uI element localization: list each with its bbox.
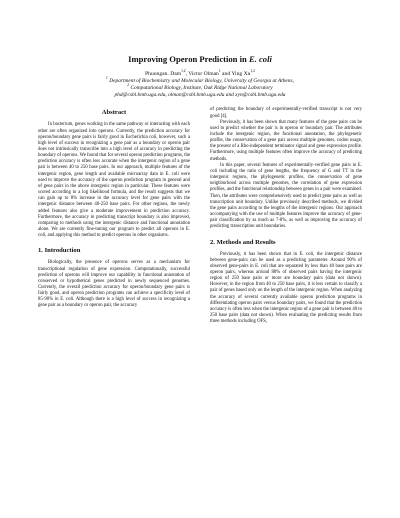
author-2: Victor Olman [188,71,219,77]
author-1: Phuongan. Dam [145,71,182,77]
abstract-heading: Abstract [101,109,127,117]
affiliation-1-text: Department of Biochemistry and Molecular Biology, University of Georgia at Athens, [109,78,294,84]
left-column [38,107,190,325]
title-text: Improving Operon Prediction in [128,54,247,64]
abstract-text: In bacterium, genes working in the same pathway or interacting with each other are often organized into operons. Currently, the prediction accuracy for operon/boundary gene pairs is fairly good in Escherichia coli, however, such a high level of success in recognizing a gene pair as a boundary or operon pair does not intrinsically transcribe into a high level of accuracy in predicting the boundary of operons. We found that for several operon prediction programs, the prediction accuracy is often less accurate when the intergenic region of a gene pair is between 40 to 250 base pairs. In our approach, multiple features of the intergenic region, gene length and available microarray data in E. coli were used to improve the accuracy of the operon prediction program in general and of gene pairs in the above intergenic region in particular. These features were scored according to a log likelihood formula, and the result suggests that we can gain up to 8% increase in the accuracy level for gene pairs with the intergenic distance between 40-250 base pairs. For other regions, the newly added features also give a moderate improvement in prediction accuracy. Furthermore, the accuracy in predicting transcript boundary is also improved, comparing to methods using the intergenic distance and functional annotation alone. We are currently fine-tuning our program to predict all operons in E. coli, and applying this method to predict operons in other organisms. [38,122,190,239]
affiliation-2-sup: 2 [127,83,130,87]
affiliation-2 [38,85,362,92]
methods-heading: 2. Methods and Results [210,238,276,246]
methods-text: Previously, it has been shown that in E. coli, the intergenic distance between gene-pairs can be used as a predicting parameter. Around 90% of observed gene-pairs in E. coli that are separated by less than 40 base pairs are operon pairs, whereas around 88% of observed pairs having the intergenic region of 250 base pairs or more are boundary pairs (data not shown). However, in the region from 40 to 250 base pairs, it is less certain to classify a pair of genes based only on the length of the intergenic region. When analyzing the accuracy of several currently available operon prediction programs in differentiating operon pairs versus boundary pairs, we found that the prediction accuracy is often less when the intergenic region of a gene pair is between 40 to 250 base pairs (data not shown). When evaluating the predicting results from three methods including OFS, [210,251,362,325]
author-1-sup: 1,2 [181,69,186,74]
affiliation-1 [38,78,362,85]
right-column [210,107,362,325]
author-list: Phuongan. Dam$^{1,2}$, Victor Olman$^1$ and Ying Xu$^{1,2}$ [145,69,255,77]
introduction-text: Biologically, the presence of operons serves as a mechanism for transcriptional regulation of gene expression. Computationally, successful prediction of operons will improve our capability in functional annotation of conserved or hypothetical genes predicted in newly sequenced genomes. Currently, the overall prediction accuracy for operon/boundary gene pairs is fairly good, and operon prediction programs can achieve a specificity level of 85-90% in E. coli. Although there is a high level of success in recognizing a gene pair as a boundary or operon pair, the accuracy [38,260,190,309]
paragraph-features: Previously, it has been shown that many features of the gene pairs can be used to predict whether the pair is in operon or boundary pair. The attributes include the intergenic region, the functional annotation, the phylogenetic profile, the conservation of a gene pair across multiple genomes, codon usage, the present of a Rho-independent terminator signal and gene expression profile. Furthermore, using multiple features often improve the accuracy of predicting methods. [210,119,362,162]
author-2-sup: 1 [218,69,221,74]
paragraph-this-paper: In this paper, several features of experimentally-verified gene pairs in E. coli including the ratio of gene lengths, the frequency of G and TT in the intergenic regions, the phylogenetic profiles, the conservation of gene neighborhood across multiple genomes, the correlation of gene expression profiles, and the functional relationship between genes in a pair were examined. Then, the attributes were comprehensively used to predict gene pairs as well as transcription unit boundary. Unlike previously described methods, we divided the gene pairs according to the lengths of the intergenic regions. Our approach accompanying with the use of multiple features improve the accuracy of gene-pair classification by as much as 7-8%, as well as improving the accuracy of predicting transcription unit boundaries. [210,162,362,230]
author-3-sup: 1,2 [250,69,255,74]
paper-title [38,54,362,65]
author-3: Ying Xu [231,71,251,77]
affiliation-1-sup: 1 [106,76,108,81]
affiliation-2-text: Computational Biology, Institute, Oak Ridge National Laboratory [130,84,273,91]
introduction-heading: 1. Introduction [38,247,81,255]
author-emails: phd@csbl.bmb.uga.edu, olman@csbl.bmb.uga.edu and xyn@csbl.bmb.uga.edu [114,91,286,98]
two-column-body [38,107,362,325]
paragraph-continued: of predicting the boundary of experimentally-verified transcript is not very good [4]. [210,107,362,119]
title-italic: E. coli [248,54,272,64]
